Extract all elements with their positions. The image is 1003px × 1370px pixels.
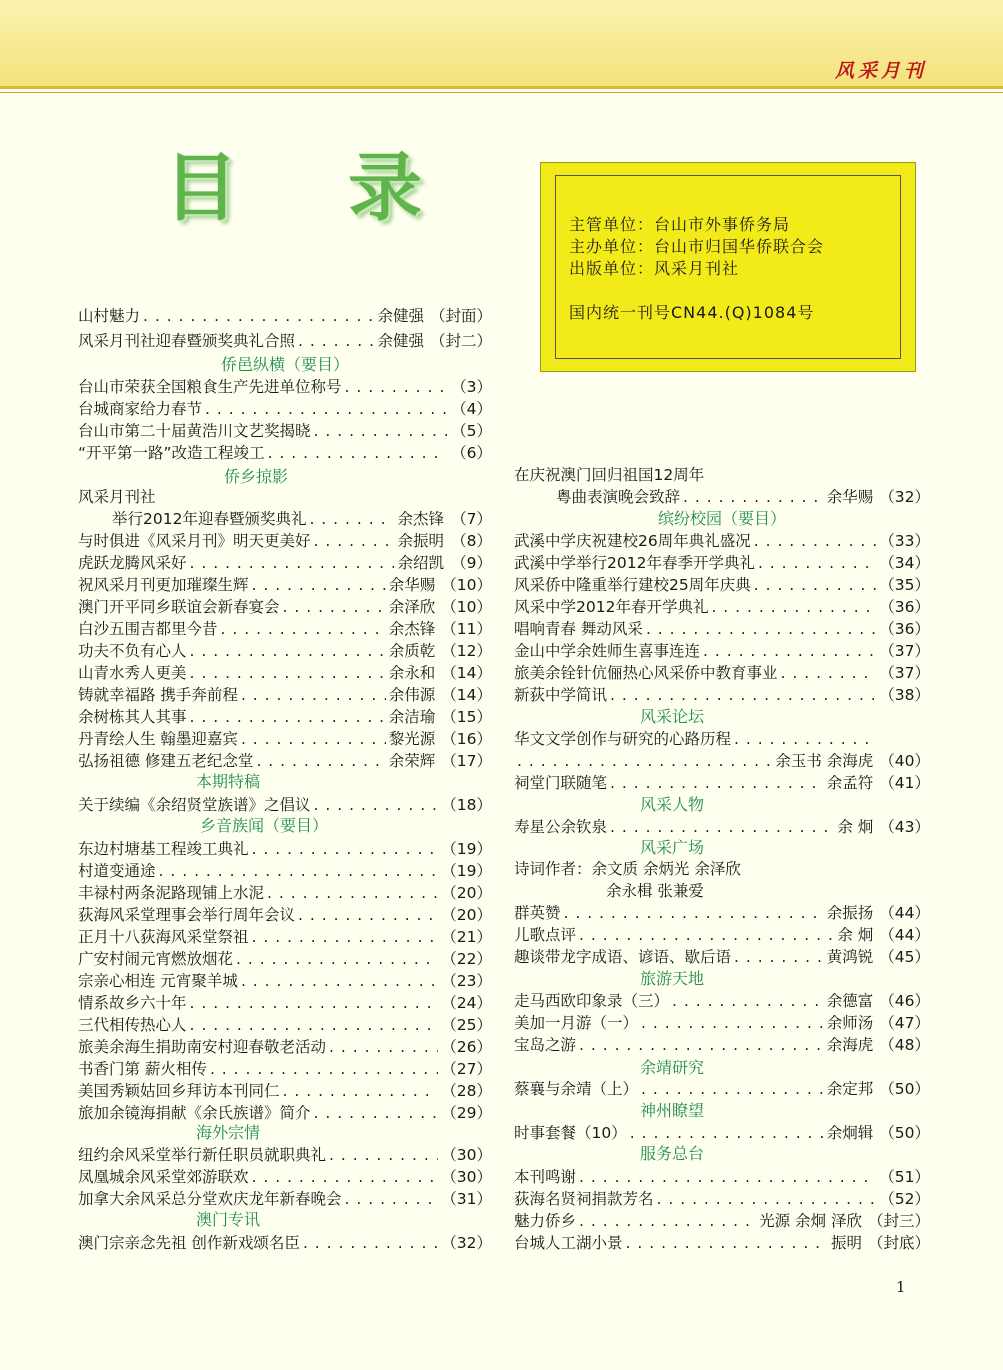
leader-dots	[630, 1122, 824, 1144]
leader-dots	[221, 618, 386, 640]
entry-title: 美加一月游（一）	[514, 1014, 639, 1032]
toc-entry	[78, 552, 492, 574]
entry-title: 寿星公余钦泉	[514, 818, 608, 836]
leader-dots	[711, 596, 876, 618]
entry-page: （10）	[441, 576, 492, 594]
leader-dots	[754, 574, 877, 596]
entry-title: 旅美余铨针伉俪热心风采侨中教育事业	[514, 664, 778, 682]
leader-dots	[283, 596, 386, 618]
entry-page: （40）	[879, 752, 930, 770]
entry-page: （44）	[879, 926, 930, 944]
entry-page: （41）	[879, 774, 930, 792]
entry-page: （30）	[441, 1168, 492, 1186]
section-heading: 本期特稿	[195, 772, 260, 791]
entry-author: 余绍凯	[397, 554, 444, 572]
entry-title: 情系故乡六十年	[78, 994, 187, 1012]
entry-page: （50）	[879, 1080, 930, 1098]
entry-author: 余质乾	[388, 642, 436, 660]
leader-dots	[579, 1210, 756, 1232]
entry-author: 余定邦	[826, 1080, 874, 1098]
toc-entry	[514, 596, 930, 618]
section-heading: 风采人物	[639, 795, 704, 814]
entry-author: 余荣辉	[388, 752, 436, 770]
toc-entry	[78, 728, 492, 750]
leader-dots	[703, 640, 876, 662]
leader-dots	[314, 1102, 439, 1124]
publisher-info-box	[540, 162, 916, 372]
toc-entry	[78, 860, 492, 882]
entry-page: （28）	[441, 1082, 492, 1100]
leader-dots	[646, 618, 876, 640]
entry-title: 蔡襄与余靖（上）	[514, 1080, 639, 1098]
entry-title: 荻海名贤祠捐款芳名	[514, 1190, 654, 1208]
entry-page: （32）	[441, 1234, 492, 1252]
toc-entry	[514, 1166, 930, 1188]
entry-title: 武溪中学庆祝建校26周年典礼盛况	[514, 532, 751, 550]
toc-entry	[514, 1122, 930, 1144]
entry-page: （10）	[441, 598, 492, 616]
entry-page: （封面）	[429, 307, 492, 325]
leader-dots	[329, 1036, 438, 1058]
leader-dots	[236, 948, 438, 970]
entry-title-line: 风采月刊社	[78, 488, 156, 506]
toc-title-char-2: 录	[348, 145, 422, 231]
leader-dots	[345, 1188, 439, 1210]
toc-entry	[514, 816, 930, 838]
entry-title: 粤曲表演晚会致辞	[556, 488, 681, 506]
entry-page: （3）	[451, 378, 492, 396]
leader-dots	[241, 684, 386, 706]
page-number: 1	[896, 1278, 906, 1296]
entry-title: 武溪中学举行2012年春季开学典礼	[514, 554, 755, 572]
leader-dots	[657, 1188, 877, 1210]
entry-title: 关于续编《余绍贤堂族谱》之倡议	[78, 796, 311, 814]
section-heading: 神州瞭望	[639, 1101, 704, 1120]
toc-entry	[78, 1144, 492, 1166]
toc-entry	[78, 970, 492, 992]
toc-entry	[514, 618, 930, 640]
leader-dots	[298, 904, 438, 926]
leader-dots	[610, 684, 876, 706]
entry-author: 余杰锋	[388, 620, 436, 638]
entry-title: 加拿大余风采总分堂欢庆龙年新春晚会	[78, 1190, 342, 1208]
leader-dots	[252, 838, 439, 860]
entry-title: 举行2012年迎春暨颁奖典礼	[112, 510, 307, 528]
entry-page: （25）	[441, 1016, 492, 1034]
entry-page: （19）	[441, 840, 492, 858]
entry-author: 余玉书 余海虎	[775, 752, 874, 770]
leader-dots	[734, 728, 875, 750]
entry-title: 唱响青春 舞动风采	[514, 620, 643, 638]
leader-dots	[626, 1232, 828, 1254]
leader-dots	[610, 772, 824, 794]
entry-page: （30）	[441, 1146, 492, 1164]
toc-entry	[514, 552, 930, 574]
leader-dots	[754, 530, 877, 552]
entry-title: 旅加余镜海捐献《余氏族谱》简介	[78, 1104, 311, 1122]
leader-dots	[190, 552, 395, 574]
entry-author: 余师汤	[826, 1014, 874, 1032]
entry-title: 风采侨中隆重举行建校25周年庆典	[514, 576, 751, 594]
leader-dots	[579, 924, 834, 946]
entry-page: （22）	[441, 950, 492, 968]
leader-dots	[190, 992, 439, 1014]
leader-dots	[329, 1144, 438, 1166]
entry-title: 与时俱进《风采月刊》明天更美好	[78, 532, 311, 550]
leader-dots	[190, 640, 386, 662]
entry-title: 华文文学创作与研究的心路历程	[514, 730, 732, 748]
leader-dots	[564, 902, 824, 924]
leader-dots	[758, 552, 876, 574]
toc-entry	[78, 1166, 492, 1188]
entry-page: （44）	[879, 904, 930, 922]
entry-page: （18）	[441, 796, 492, 814]
toc-entry	[78, 1014, 492, 1036]
leader-dots	[314, 420, 447, 442]
toc-entry	[78, 662, 492, 684]
entry-title: 台城商家给力春节	[78, 400, 203, 418]
entry-title: “开平第一路”改造工程竣工	[78, 444, 265, 462]
entry-title: 山村魅力	[78, 307, 141, 325]
toc-entry	[78, 330, 492, 352]
entry-page: （12）	[441, 642, 492, 660]
entry-author: 余炯辑	[826, 1124, 874, 1142]
leader-dots	[734, 946, 824, 968]
toc-entry	[514, 1078, 930, 1100]
entry-page: （51）	[879, 1168, 930, 1186]
entry-page: （11）	[441, 620, 492, 638]
entry-page: （37）	[879, 664, 930, 682]
entry-page: （封三）	[867, 1212, 930, 1230]
entry-title: 弘扬祖德 修建五老纪念堂	[78, 752, 254, 770]
leader-dots	[641, 1012, 824, 1034]
entry-page: （36）	[879, 620, 930, 638]
entry-title: 时事套餐（10）	[514, 1124, 627, 1142]
entry-page: （14）	[441, 686, 492, 704]
entry-page: （32）	[879, 488, 930, 506]
toc-entry	[514, 990, 930, 1012]
entry-page: （38）	[879, 686, 930, 704]
entry-page: （9）	[451, 554, 492, 572]
entry-page: （15）	[441, 708, 492, 726]
entry-author: 余健强	[377, 307, 424, 325]
entry-title: 荻海风采堂理事会举行周年会议	[78, 906, 296, 924]
toc-entry	[78, 882, 492, 904]
entry-page: （26）	[441, 1038, 492, 1056]
entry-page: （27）	[441, 1060, 492, 1078]
entry-title: 白沙五围吉都里今昔	[78, 620, 218, 638]
leader-dots	[190, 662, 386, 684]
toc-entry	[514, 1188, 930, 1210]
entry-title: 儿歌点评	[514, 926, 577, 944]
entry-page: （33）	[879, 532, 930, 550]
entry-author: 余永和	[388, 664, 436, 682]
entry-page: （29）	[441, 1104, 492, 1122]
poets-line: 余永楫 张兼爱	[606, 882, 704, 900]
section-heading: 风采论坛	[639, 707, 704, 726]
leader-dots	[267, 882, 438, 904]
leader-dots	[143, 305, 374, 327]
toc-entry	[514, 662, 930, 684]
toc-entry	[78, 442, 492, 464]
entry-page: （46）	[879, 992, 930, 1010]
entry-page: （47）	[879, 1014, 930, 1032]
entry-author: 余杰锋	[397, 510, 444, 528]
entry-title: 书香门第 薪火相传	[78, 1060, 207, 1078]
section-heading: 乡音族闻（要目）	[199, 816, 328, 835]
header-rule	[0, 86, 1003, 89]
entry-page: （23）	[441, 972, 492, 990]
toc-entry	[78, 1102, 492, 1124]
entry-author: 余孟符	[826, 774, 874, 792]
entry-title: 纽约余风采堂举行新任职员就职典礼	[78, 1146, 327, 1164]
toc-entry	[556, 486, 930, 508]
entry-title: 澳门开平同乡联谊会新春宴会	[78, 598, 280, 616]
entry-page: （35）	[879, 576, 930, 594]
leader-dots	[252, 574, 386, 596]
entry-author: 余海虎	[826, 1036, 874, 1054]
entry-author: 余 炯	[837, 818, 874, 836]
entry-author: 余华赐	[388, 576, 436, 594]
entry-title: 台城人工湖小景	[514, 1234, 623, 1252]
toc-entry	[78, 992, 492, 1014]
toc-entry	[78, 948, 492, 970]
entry-page: （34）	[879, 554, 930, 572]
toc-entry	[514, 750, 930, 772]
leader-dots	[345, 376, 447, 398]
leader-dots	[252, 926, 439, 948]
entry-title: 功夫不负有心人	[78, 642, 187, 660]
entry-title: 风采月刊社迎春暨颁奖典礼合照	[78, 332, 296, 350]
section-heading: 海外宗情	[195, 1123, 260, 1142]
toc-entry	[78, 1036, 492, 1058]
leader-dots	[190, 1014, 439, 1036]
entry-title-line: 在庆祝澳门回归祖国12周年	[514, 466, 705, 484]
leader-dots	[205, 398, 447, 420]
toc-entry	[78, 684, 492, 706]
entry-page: （14）	[441, 664, 492, 682]
entry-page: （封二）	[429, 332, 492, 350]
entry-title: 丹青绘人生 翰墨迎嘉宾	[78, 730, 238, 748]
toc-entry	[514, 902, 930, 924]
section-heading: 侨乡掠影	[223, 467, 288, 486]
toc-entry	[78, 794, 492, 816]
entry-author: 振明	[830, 1234, 862, 1252]
leader-dots	[210, 1058, 438, 1080]
toc-entry	[78, 1188, 492, 1210]
toc-entry	[514, 1232, 930, 1254]
leader-dots	[517, 750, 772, 772]
toc-entry	[78, 838, 492, 860]
toc-entry	[78, 376, 492, 398]
entry-page: （37）	[879, 642, 930, 660]
entry-title: 金山中学余姓师生喜事连连	[514, 642, 701, 660]
poets-line: 诗词作者：余文质 余炳光 余泽欣	[514, 860, 741, 878]
toc-entry	[78, 420, 492, 442]
leader-dots	[159, 860, 439, 882]
toc-entry	[78, 530, 492, 552]
entry-page: （31）	[441, 1190, 492, 1208]
entry-title: 澳门宗亲念先祖 创作新戏颂名臣	[78, 1234, 300, 1252]
entry-page: （52）	[879, 1190, 930, 1208]
section-heading: 余靖研究	[639, 1058, 704, 1077]
toc-entry	[78, 398, 492, 420]
entry-title: 村道变通途	[78, 862, 156, 880]
toc-entry	[78, 750, 492, 772]
entry-title: 凤凰城余风采堂郊游联欢	[78, 1168, 249, 1186]
entry-title: 余树栋其人其事	[78, 708, 187, 726]
toc-entry	[112, 508, 492, 530]
entry-title: 风采中学2012年春开学典礼	[514, 598, 709, 616]
entry-author: 余振扬	[826, 904, 874, 922]
entry-author: 黄鸿锐	[826, 948, 874, 966]
leader-dots	[303, 1232, 438, 1254]
leader-dots	[241, 970, 438, 992]
sponsor-line: 主办单位：台山市归国华侨联合会	[569, 237, 825, 256]
supervisor-line: 主管单位：台山市外事侨务局	[569, 215, 791, 234]
entry-title: 群英赞	[514, 904, 561, 922]
issn-line: 国内统一刊号CN44.(Q)1084号	[569, 303, 815, 322]
leader-dots	[672, 990, 824, 1012]
toc-entry	[78, 618, 492, 640]
leader-dots	[641, 1078, 824, 1100]
entry-title: 本刊鸣谢	[514, 1168, 577, 1186]
entry-page: （封底）	[867, 1234, 930, 1252]
entry-title: 铸就幸福路 携手奔前程	[78, 686, 238, 704]
entry-author: 黎光源	[388, 730, 436, 748]
section-heading: 服务总台	[639, 1144, 704, 1163]
toc-entry	[78, 1232, 492, 1254]
toc-entry	[514, 924, 930, 946]
entry-title: 东边村塘基工程竣工典礼	[78, 840, 249, 858]
entry-title: 宝岛之游	[514, 1036, 577, 1054]
toc-entry	[514, 530, 930, 552]
leader-dots	[256, 750, 385, 772]
header-rule-thin	[0, 92, 1003, 93]
leader-dots	[610, 816, 834, 838]
entry-author: 余华赐	[826, 488, 874, 506]
entry-title: 正月十八荻海风采堂祭祖	[78, 928, 249, 946]
entry-page: （48）	[879, 1036, 930, 1054]
entry-page: （20）	[441, 906, 492, 924]
entry-author: 余伟源	[388, 686, 436, 704]
entry-page: （8）	[451, 532, 492, 550]
entry-title: 趣谈带龙字成语、谚语、歇后语	[514, 948, 732, 966]
toc-entry	[78, 640, 492, 662]
entry-title: 魅力侨乡	[514, 1212, 577, 1230]
entry-author: 余振明	[397, 532, 444, 550]
section-heading: 侨邑纵横（要目）	[220, 355, 349, 374]
entry-title: 丰禄村两条泥路现铺上水泥	[78, 884, 265, 902]
leader-dots	[241, 728, 386, 750]
toc-entry	[514, 1012, 930, 1034]
entry-title: 新荻中学简讯	[514, 686, 608, 704]
leader-dots	[283, 1080, 439, 1102]
entry-author: 余健强	[377, 332, 424, 350]
entry-author: 余洁瑜	[388, 708, 436, 726]
entry-title: 台山市荣获全国粮食生产先进单位称号	[78, 378, 342, 396]
toc-entry	[78, 305, 492, 327]
leader-dots	[190, 706, 386, 728]
entry-page: （6）	[451, 444, 492, 462]
entry-page: （16）	[441, 730, 492, 748]
entry-author: 余德富	[826, 992, 874, 1010]
entry-title: 美国秀颖姑回乡拜访本刊同仁	[78, 1082, 280, 1100]
entry-title: 三代相传热心人	[78, 1016, 187, 1034]
entry-page: （20）	[441, 884, 492, 902]
entry-title: 山青水秀人更美	[78, 664, 187, 682]
entry-page: （17）	[441, 752, 492, 770]
entry-page: （36）	[879, 598, 930, 616]
leader-dots	[579, 1166, 876, 1188]
toc-entry	[514, 640, 930, 662]
section-heading: 缤纷校园（要目）	[657, 509, 786, 528]
toc-entry	[514, 574, 930, 596]
toc-entry	[514, 1034, 930, 1056]
entry-title: 虎跃龙腾风采好	[78, 554, 187, 572]
section-heading: 风采广场	[639, 838, 704, 857]
magazine-name: 风采月刊	[834, 60, 927, 82]
entry-page: （4）	[451, 400, 492, 418]
entry-title: 祝风采月刊更加璀璨生辉	[78, 576, 249, 594]
toc-title-char-1: 目	[164, 145, 238, 231]
entry-author: 余泽欣	[388, 598, 436, 616]
entry-page: （21）	[441, 928, 492, 946]
toc-entry	[78, 926, 492, 948]
publisher-line: 出版单位：风采月刊社	[569, 259, 740, 278]
entry-page: （45）	[879, 948, 930, 966]
leader-dots	[268, 442, 447, 464]
section-heading: 旅游天地	[639, 969, 704, 988]
toc-entry	[78, 574, 492, 596]
section-heading: 澳门专讯	[195, 1210, 260, 1229]
toc-entry	[78, 1058, 492, 1080]
entry-title: 旅美余海生捐助南安村迎春敬老活动	[78, 1038, 327, 1056]
entry-title: 台山市第二十届黄浩川文艺奖揭晓	[78, 422, 311, 440]
toc-entry	[78, 596, 492, 618]
toc-entry	[78, 1080, 492, 1102]
entry-page: （7）	[451, 510, 492, 528]
entry-title: 走马西欧印象录（三）	[514, 992, 670, 1010]
entry-page: （5）	[451, 422, 492, 440]
leader-dots	[781, 662, 877, 684]
toc-entry	[514, 728, 878, 750]
leader-dots	[252, 1166, 439, 1188]
toc-entry	[78, 706, 492, 728]
leader-dots	[314, 530, 395, 552]
entry-page: （19）	[441, 862, 492, 880]
toc-entry	[514, 772, 930, 794]
leader-dots	[314, 794, 439, 816]
entry-author: 余 炯	[837, 926, 874, 944]
toc-entry	[514, 684, 930, 706]
leader-dots	[309, 508, 394, 530]
toc-entry	[514, 1210, 930, 1232]
entry-title: 宗亲心相连 元宵聚羊城	[78, 972, 238, 990]
entry-page: （24）	[441, 994, 492, 1012]
leader-dots	[579, 1034, 824, 1056]
entry-page: （43）	[879, 818, 930, 836]
entry-page: （50）	[879, 1124, 930, 1142]
leader-dots	[683, 486, 824, 508]
entry-author: 光源 余炯 泽欣	[759, 1212, 862, 1230]
toc-entry	[514, 946, 930, 968]
toc-entry	[78, 904, 492, 926]
leader-dots	[298, 330, 374, 352]
entry-title: 祠堂门联随笔	[514, 774, 608, 792]
entry-title: 广安村闹元宵燃放烟花	[78, 950, 234, 968]
